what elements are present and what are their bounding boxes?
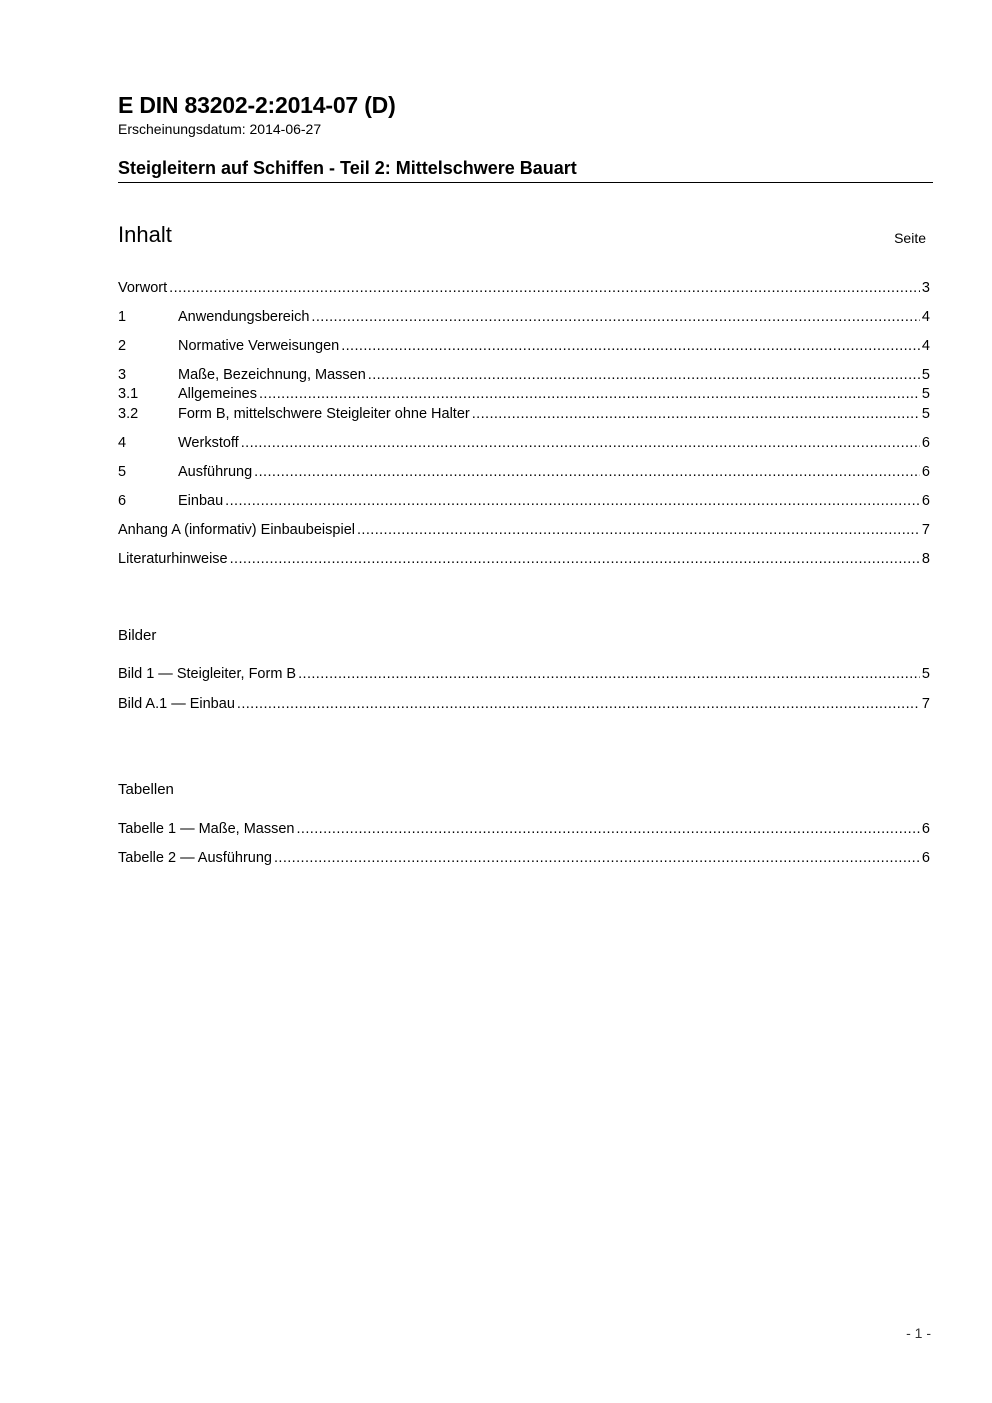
- dot-leader: [297, 820, 920, 838]
- toc-entry-label: Form B, mittelschwere Steigleiter ohne Halter: [178, 406, 470, 422]
- table-entry-label: Tabelle 2 — Ausführung: [118, 850, 272, 866]
- toc-entry[interactable]: [118, 366, 930, 384]
- toc-entry-number: 4: [118, 435, 127, 451]
- toc-entry-label: Anhang A (informativ) Einbaubeispiel: [118, 522, 355, 538]
- page-number: - 1 -: [906, 1325, 931, 1341]
- figure-entry-page: 7: [921, 696, 930, 712]
- dot-leader: [169, 279, 920, 297]
- toc-entry[interactable]: [118, 492, 930, 510]
- table-entry-page: 6: [921, 850, 930, 866]
- toc-entry[interactable]: [118, 405, 930, 423]
- toc-entry[interactable]: [118, 463, 930, 481]
- toc-entry-page: 6: [921, 435, 930, 451]
- dot-leader: [259, 385, 920, 403]
- dot-leader: [298, 665, 920, 683]
- toc-page-column-header: Seite: [894, 230, 926, 246]
- toc-entry[interactable]: [118, 279, 930, 297]
- toc-entry-number: 1: [118, 309, 127, 325]
- toc-entry-page: 5: [921, 386, 930, 402]
- toc-entry-label: Allgemeines: [178, 386, 257, 402]
- dot-leader: [241, 434, 920, 452]
- toc-entry-page: 7: [921, 522, 930, 538]
- dot-leader: [230, 550, 920, 568]
- toc-heading: Inhalt: [118, 222, 172, 247]
- toc-entry[interactable]: [118, 308, 930, 326]
- dot-leader: [311, 308, 920, 326]
- toc-entry-number: 5: [118, 464, 127, 480]
- table-entry[interactable]: [118, 849, 930, 867]
- dot-leader: [225, 492, 920, 510]
- title-divider: [118, 182, 933, 183]
- dot-leader: [274, 849, 920, 867]
- toc-entry-number: 3.2: [118, 406, 139, 422]
- dot-leader: [341, 337, 920, 355]
- dot-leader: [357, 521, 920, 539]
- dot-leader: [472, 405, 920, 423]
- dot-leader: [368, 366, 920, 384]
- toc-entry-label: Ausführung: [178, 464, 253, 480]
- figures-heading: Bilder: [118, 627, 157, 644]
- toc-entry-label: Maße, Bezeichnung, Massen: [178, 367, 366, 383]
- toc-entry-label: Literaturhinweise: [118, 551, 228, 567]
- tables-heading: Tabellen: [118, 781, 174, 798]
- toc-entry[interactable]: [118, 550, 930, 568]
- figure-entry-page: 5: [921, 666, 930, 682]
- toc-entry-page: 4: [921, 338, 930, 354]
- dot-leader: [237, 695, 920, 713]
- toc-entry-label: Vorwort: [118, 280, 168, 296]
- document-id: E DIN 83202-2:2014-07 (D): [118, 92, 396, 118]
- toc-entry[interactable]: [118, 521, 930, 539]
- figure-entry-label: Bild 1 — Steigleiter, Form B: [118, 666, 297, 682]
- toc-entry-number: 3: [118, 367, 127, 383]
- toc-entry-page: 6: [921, 464, 930, 480]
- toc-entry-page: 8: [921, 551, 930, 567]
- table-entry-page: 6: [921, 821, 930, 837]
- publication-date: Erscheinungsdatum: 2014-06-27: [118, 121, 322, 137]
- toc-entry[interactable]: [118, 337, 930, 355]
- figure-entry[interactable]: [118, 695, 930, 713]
- toc-entry-page: 5: [921, 367, 930, 383]
- document-title: Steigleitern auf Schiffen - Teil 2: Mittelschwere Bauart: [118, 158, 577, 178]
- table-entry-label: Tabelle 1 — Maße, Massen: [118, 821, 295, 837]
- figure-entry[interactable]: [118, 665, 930, 683]
- toc-entry[interactable]: [118, 434, 930, 452]
- toc-entry-label: Normative Verweisungen: [178, 338, 340, 354]
- toc-entry-page: 6: [921, 493, 930, 509]
- dot-leader: [254, 463, 920, 481]
- toc-entry-page: 3: [921, 280, 930, 296]
- toc-entry-number: 3.1: [118, 386, 139, 402]
- toc-entry-label: Einbau: [178, 493, 224, 509]
- toc-entry-page: 4: [921, 309, 930, 325]
- toc-entry-number: 2: [118, 338, 127, 354]
- toc-entry-label: Anwendungsbereich: [178, 309, 310, 325]
- toc-entry[interactable]: [118, 385, 930, 403]
- toc-entry-number: 6: [118, 493, 127, 509]
- table-entry[interactable]: [118, 820, 930, 838]
- toc-entry-label: Werkstoff: [178, 435, 239, 451]
- figure-entry-label: Bild A.1 — Einbau: [118, 696, 235, 712]
- toc-entry-page: 5: [921, 406, 930, 422]
